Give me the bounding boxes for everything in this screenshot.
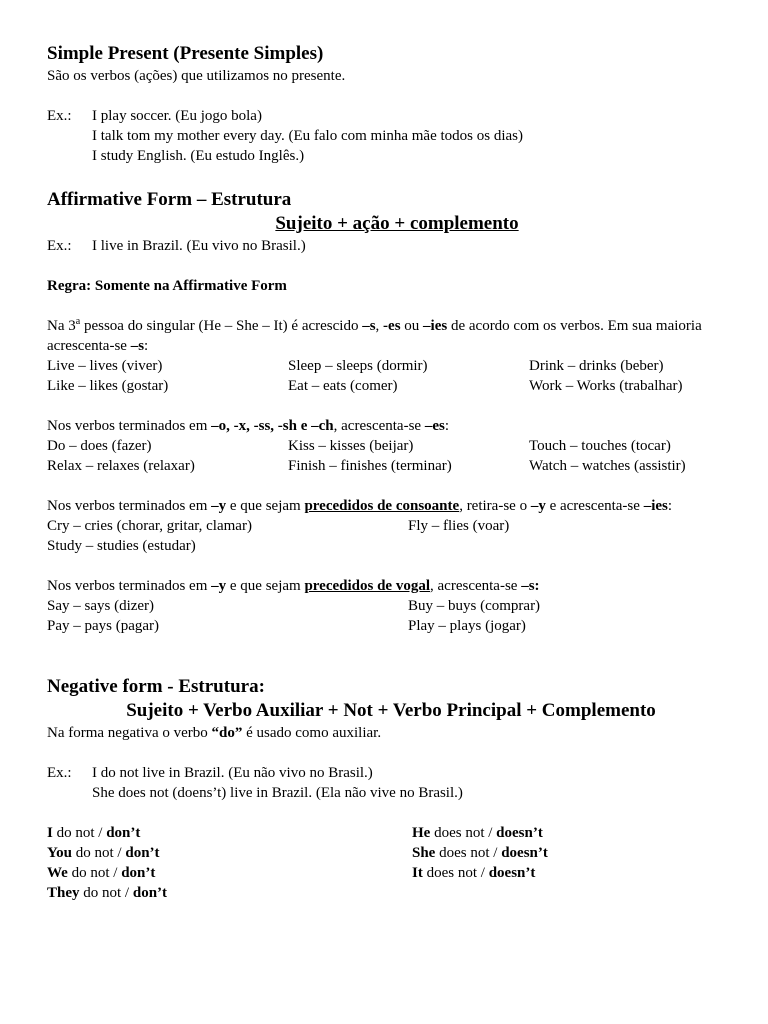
conjugation-row: She does not / doesn’t: [412, 845, 548, 861]
section-title-simple-present: Simple Present (Presente Simples): [47, 43, 324, 64]
example-label: Ex.:: [47, 238, 72, 254]
list-item: Do – does (fazer): [47, 438, 152, 454]
verb-list-ies: [47, 516, 727, 556]
example-label: Ex.:: [47, 108, 72, 124]
example-label: Ex.:: [47, 765, 72, 781]
verb-list-s: [47, 356, 727, 396]
rule-vowel-y: Nos verbos terminados em –y e que sejam precedidos de vogal, acrescenta-se –s:: [47, 578, 540, 594]
conjugation-row: He does not / doesn’t: [412, 825, 543, 841]
example-line: I talk tom my mother every day. (Eu falo com minha mãe todos os dias): [92, 128, 524, 144]
conjugation-row: We do not / don’t: [47, 865, 156, 881]
negative-conjugation-table: [47, 823, 727, 903]
list-item: Kiss – kisses (beijar): [288, 438, 414, 454]
affirmative-structure: Sujeito + ação + complemento: [275, 213, 519, 234]
conjugation-row: I do not / don’t: [47, 825, 141, 841]
conjugation-row: You do not / don’t: [47, 845, 160, 861]
document-page: [47, 42, 727, 903]
negative-description: Na forma negativa o verbo “do” é usado como auxiliar.: [47, 725, 382, 741]
example-line: I do not live in Brazil. (Eu não vivo no Brasil.): [92, 765, 373, 781]
example-line: I study English. (Eu estudo Inglês.): [92, 148, 305, 164]
conjugation-left-column: [47, 823, 412, 903]
list-item: Cry – cries (chorar, gritar, clamar): [47, 518, 252, 534]
rule-ies: Nos verbos terminados em –y e que sejam precedidos de consoante, retira-se o –y e acrescenta-se –ies:: [47, 498, 673, 514]
list-item: Buy – buys (comprar): [408, 598, 541, 614]
list-item: Say – says (dizer): [47, 598, 155, 614]
list-item: Sleep – sleeps (dormir): [288, 358, 428, 374]
verb-list-es: [47, 436, 727, 476]
conjugation-right-column: [412, 823, 712, 903]
list-item: Study – studies (estudar): [47, 538, 196, 554]
section-title-negative: Negative form - Estrutura:: [47, 676, 265, 697]
list-item: Live – lives (viver): [47, 358, 163, 374]
list-item: [408, 536, 708, 556]
list-item: Like – likes (gostar): [47, 378, 169, 394]
list-item: Relax – relaxes (relaxar): [47, 458, 195, 474]
example-line: I live in Brazil. (Eu vivo no Brasil.): [92, 238, 306, 254]
rule-es: Nos verbos terminados em –o, -x, -ss, -sh e –ch, acrescenta-se –es:: [47, 418, 449, 434]
section-title-affirmative: Affirmative Form – Estrutura: [47, 189, 292, 210]
verb-list-vowel-y: [47, 596, 727, 636]
negative-examples: [47, 763, 727, 803]
conjugation-row: It does not / doesn’t: [412, 865, 536, 881]
example-line: She does not (doens’t) live in Brazil. (Ela não vive no Brasil.): [92, 785, 463, 801]
affirmative-example: [47, 236, 727, 256]
example-line: I play soccer. (Eu jogo bola): [92, 108, 262, 124]
list-item: Work – Works (trabalhar): [529, 378, 683, 394]
list-item: Touch – touches (tocar): [529, 438, 671, 454]
list-item: Finish – finishes (terminar): [288, 458, 452, 474]
list-item: Pay – pays (pagar): [47, 618, 160, 634]
list-item: Drink – drinks (beber): [529, 358, 664, 374]
rule-third-person: Na 3$^a$ pessoa do singular (He – She – It) é acrescido –s, -es ou –ies de acordo com os verbos. Em sua maioria acrescenta-se –s:: [47, 316, 702, 354]
list-item: Eat – eats (comer): [288, 378, 398, 394]
rule-title: Regra: Somente na Affirmative Form: [47, 278, 287, 294]
simple-present-examples: [47, 106, 727, 166]
list-item: Play – plays (jogar): [408, 618, 526, 634]
conjugation-row: They do not / don’t: [47, 885, 168, 901]
simple-present-description: São os verbos (ações) que utilizamos no presente.: [47, 68, 346, 84]
list-item: Fly – flies (voar): [408, 518, 510, 534]
negative-structure: Sujeito + Verbo Auxiliar + Not + Verbo Principal + Complemento: [126, 700, 656, 721]
list-item: Watch – watches (assistir): [529, 458, 686, 474]
